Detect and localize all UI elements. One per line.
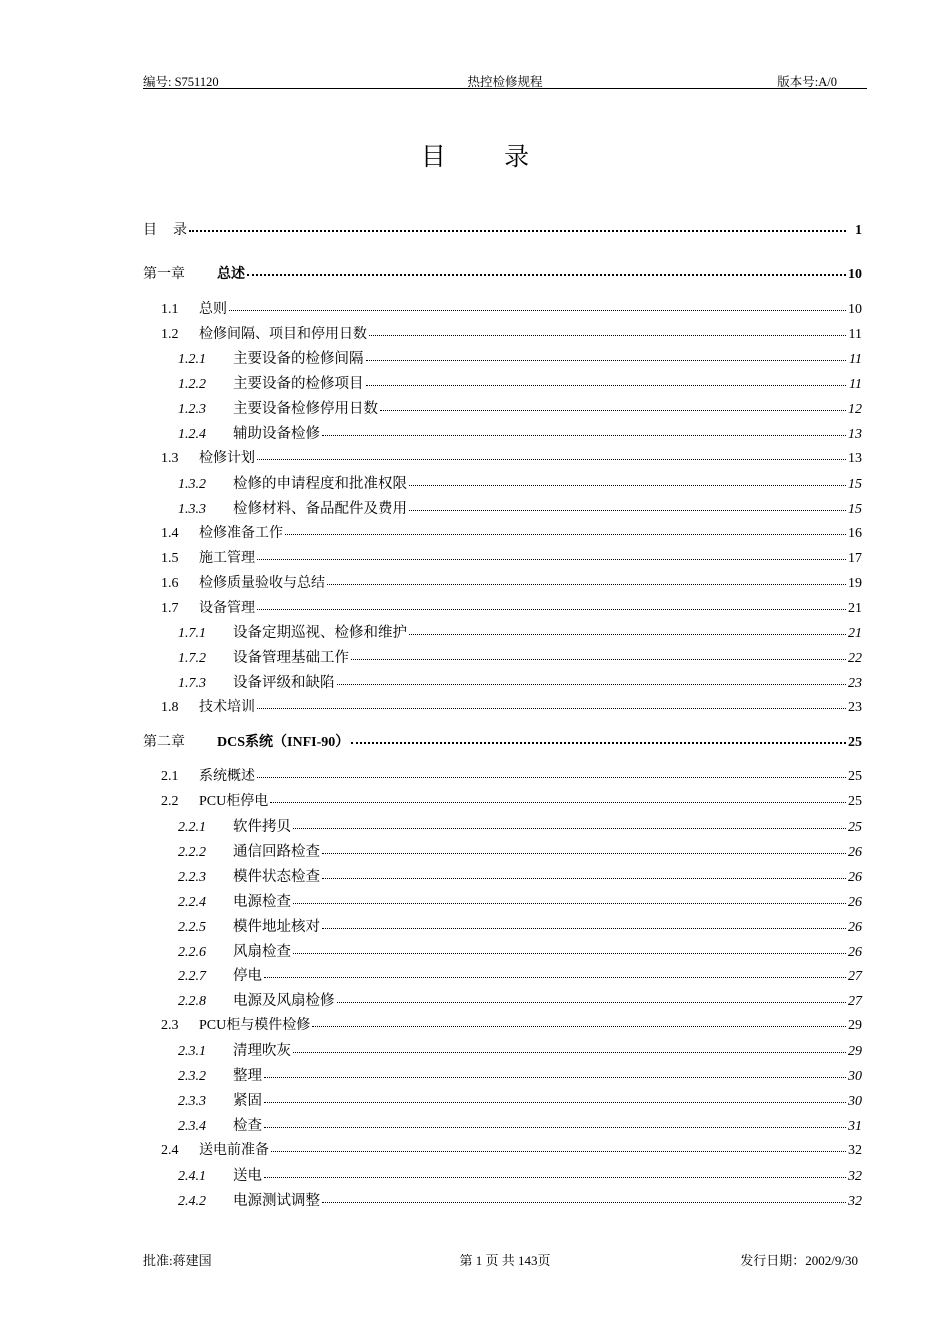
toc-entry-page: 1 [855, 223, 862, 238]
toc-entry-label: 检查 [233, 1118, 262, 1134]
toc-leader-dots [351, 742, 846, 744]
toc-entry-page: 29 [848, 1044, 862, 1059]
toc-leader-dots [257, 559, 846, 560]
toc-entry-page: 13 [848, 451, 862, 466]
toc-entry-number: 第一章 [143, 267, 185, 282]
toc-entry[interactable] [178, 815, 862, 836]
toc-leader-dots [293, 903, 846, 904]
toc-leader-dots [409, 485, 846, 486]
toc-entry-page: 27 [848, 994, 862, 1009]
toc-entry-label: 送电 [233, 1168, 262, 1184]
toc-leader-dots [257, 777, 846, 778]
toc-entry[interactable] [178, 646, 862, 667]
toc-entry-label: 通信回路检查 [233, 844, 320, 860]
toc-entry-label: 录 [173, 223, 187, 238]
toc-entry-page: 30 [848, 1094, 862, 1109]
toc-entry-page: 29 [848, 1018, 862, 1033]
toc-entry-page: 17 [848, 551, 862, 566]
toc-entry[interactable] [178, 422, 862, 443]
toc-entry-number: 2.3.2 [178, 1069, 206, 1084]
toc-entry-number: 1.7.2 [178, 651, 206, 666]
toc-entry-label: DCS系统（INFI-90） [217, 735, 350, 750]
toc-entry-label: 电源测试调整 [233, 1193, 320, 1209]
toc-entry-number: 2.2.8 [178, 994, 206, 1009]
toc-entry-number: 1.7.3 [178, 676, 206, 691]
toc-entry-label: PCU柜与模件检修 [199, 1018, 311, 1033]
toc-entry-page: 13 [848, 427, 862, 442]
toc-entry-page: 11 [849, 352, 862, 367]
toc-entry-number: 2.2.1 [178, 820, 206, 835]
toc-entry-page: 15 [848, 477, 862, 492]
toc-entry-page: 23 [848, 676, 862, 691]
toc-entry[interactable] [178, 840, 862, 861]
toc-leader-dots [293, 828, 846, 829]
toc-entry-page: 26 [848, 895, 862, 910]
toc-entry-number: 第二章 [143, 735, 185, 750]
toc-entry[interactable] [178, 1089, 862, 1110]
toc-leader-dots [322, 1202, 846, 1203]
toc-leader-dots [264, 1102, 846, 1103]
toc-entry[interactable] [178, 940, 862, 961]
page-header [143, 72, 867, 89]
toc-entry-number: 2.3.3 [178, 1094, 206, 1109]
toc-entry[interactable] [178, 497, 862, 518]
toc-entry-page: 25 [848, 735, 862, 750]
toc-entry[interactable] [161, 547, 862, 567]
toc-entry-label: 模件地址核对 [233, 919, 320, 935]
toc-entry[interactable] [161, 447, 862, 467]
toc-entry-number: 2.3.1 [178, 1044, 206, 1059]
toc-leader-dots [322, 853, 846, 854]
toc-entry[interactable] [143, 731, 862, 751]
toc-entry-number: 目 [143, 223, 172, 238]
doc-title: 热控检修规程 [467, 75, 543, 89]
toc-entry-page: 19 [848, 576, 862, 591]
toc-entry-label: 系统概述 [199, 769, 255, 784]
toc-entry-label: 清理吹灰 [233, 1043, 291, 1059]
toc-entry-label: 设备评级和缺陷 [233, 675, 335, 691]
toc-leader-dots [337, 684, 847, 685]
toc-leader-dots [409, 634, 846, 635]
toc-entry-page: 26 [848, 920, 862, 935]
toc-entry-label: 总述 [217, 267, 245, 282]
toc-entry[interactable] [161, 696, 862, 716]
toc-entry-label: 检修材料、备品配件及费用 [233, 501, 407, 517]
toc-entry-number: 2.3.4 [178, 1119, 206, 1134]
page-info: 第 1 页 共 143页 [459, 1253, 551, 1268]
toc-entry-number: 1.6 [161, 576, 179, 591]
toc-entry[interactable] [178, 915, 862, 936]
toc-entry-number: 2.2.6 [178, 945, 206, 960]
toc-entry-label: 电源检查 [233, 894, 291, 910]
page-title: 目 录 [420, 144, 556, 171]
toc-entry-number: 2.2.3 [178, 870, 206, 885]
toc-entry[interactable] [161, 765, 862, 785]
toc-leader-dots [366, 385, 847, 386]
doc-number: 编号: S751120 [143, 75, 219, 89]
toc-entry[interactable] [178, 1164, 862, 1185]
toc-entry-number: 2.2.7 [178, 969, 206, 984]
toc-entry-label: 整理 [233, 1068, 262, 1084]
toc-leader-dots [264, 1077, 846, 1078]
toc-entry-label: 主要设备的检修项目 [233, 376, 364, 392]
toc-entry[interactable] [178, 347, 862, 368]
doc-version: 版本号:A/0 [777, 75, 837, 89]
toc-entry-number: 1.2.3 [178, 402, 206, 417]
toc-leader-dots [270, 802, 846, 803]
toc-leader-dots [264, 977, 846, 978]
toc-entry[interactable] [143, 263, 862, 283]
toc-entry[interactable] [143, 219, 862, 239]
toc-leader-dots [271, 1151, 846, 1152]
toc-entry[interactable] [178, 989, 862, 1010]
toc-entry-page: 11 [848, 327, 862, 342]
toc-entry[interactable] [178, 472, 862, 493]
toc-leader-dots [369, 335, 846, 336]
toc-entry-number: 1.3.3 [178, 502, 206, 517]
toc-entry[interactable] [178, 372, 862, 393]
toc-entry-number: 1.2 [161, 327, 179, 342]
toc-leader-dots [337, 1002, 847, 1003]
toc-entry-number: 2.2.2 [178, 845, 206, 860]
toc-entry-page: 31 [848, 1119, 862, 1134]
toc-entry-number: 1.5 [161, 551, 179, 566]
toc-entry-label: 检修准备工作 [199, 526, 283, 541]
toc-entry-page: 23 [848, 700, 862, 715]
toc-entry-number: 1.2.4 [178, 427, 206, 442]
toc-leader-dots [189, 230, 846, 232]
toc-entry-page: 10 [848, 302, 862, 317]
toc-entry-label: 辅助设备检修 [233, 426, 320, 442]
toc-entry-number: 2.4.2 [178, 1194, 206, 1209]
toc-leader-dots [327, 584, 846, 585]
toc-entry-label: 检修计划 [199, 451, 255, 466]
toc-entry-page: 11 [849, 377, 862, 392]
toc-entry-label: PCU柜停电 [199, 794, 269, 809]
toc-entry-page: 21 [848, 601, 862, 616]
toc-leader-dots [322, 435, 846, 436]
toc-leader-dots [312, 1026, 846, 1027]
toc-entry-label: 停电 [233, 968, 262, 984]
toc-entry-number: 1.8 [161, 700, 179, 715]
toc-entry-number: 2.4 [161, 1143, 179, 1158]
toc-leader-dots [285, 534, 846, 535]
toc-entry-page: 22 [848, 651, 862, 666]
toc-leader-dots [257, 459, 846, 460]
toc-entry[interactable] [178, 1039, 862, 1060]
toc-leader-dots [409, 510, 846, 511]
toc-entry-label: 风扇检查 [233, 944, 291, 960]
toc-entry-label: 设备管理基础工作 [233, 650, 349, 666]
toc-entry-page: 30 [848, 1069, 862, 1084]
toc-entry-page: 10 [848, 267, 862, 282]
toc-leader-dots [264, 1177, 846, 1178]
approver: 批准:蒋建国 [143, 1253, 212, 1268]
toc-entry-label: 设备管理 [199, 601, 255, 616]
toc-entry-page: 32 [848, 1143, 862, 1158]
toc-entry-label: 送电前准备 [199, 1143, 269, 1158]
toc-leader-dots [293, 953, 846, 954]
toc-entry[interactable] [178, 1189, 862, 1210]
toc-leader-dots [257, 708, 846, 709]
toc-entry-label: 设备定期巡视、检修和维护 [233, 625, 407, 641]
toc-entry-label: 电源及风扇检修 [233, 993, 335, 1009]
toc-entry-page: 15 [848, 502, 862, 517]
toc-entry[interactable] [178, 1064, 862, 1085]
toc-entry-number: 1.2.2 [178, 377, 206, 392]
toc-entry-page: 16 [848, 526, 862, 541]
toc-entry-page: 26 [848, 870, 862, 885]
toc-entry-label: 检修质量验收与总结 [199, 576, 325, 591]
toc-entry-number: 2.3 [161, 1018, 179, 1033]
toc-entry-label: 总则 [199, 302, 227, 317]
toc-entry[interactable] [161, 298, 862, 318]
page-footer [143, 1250, 867, 1266]
toc-entry-page: 26 [848, 945, 862, 960]
toc-entry-page: 25 [848, 794, 862, 809]
toc-entry[interactable] [178, 865, 862, 886]
toc-entry[interactable] [178, 671, 862, 692]
toc-entry[interactable] [161, 323, 862, 343]
toc-entry-label: 施工管理 [199, 551, 255, 566]
toc-entry[interactable] [161, 1139, 862, 1159]
toc-entry-number: 1.7.1 [178, 626, 206, 641]
toc-entry[interactable] [178, 1114, 862, 1135]
toc-entry[interactable] [178, 621, 862, 642]
toc-entry[interactable] [161, 522, 862, 542]
toc-entry[interactable] [161, 572, 862, 592]
toc-leader-dots [366, 360, 847, 361]
toc-entry-page: 27 [848, 969, 862, 984]
toc-entry[interactable] [161, 1014, 862, 1034]
toc-leader-dots [351, 659, 846, 660]
toc-entry-number: 2.2.4 [178, 895, 206, 910]
toc-leader-dots [229, 310, 846, 311]
toc-entry-page: 12 [848, 402, 862, 417]
toc-entry-number: 1.4 [161, 526, 179, 541]
toc-entry-number: 2.1 [161, 769, 179, 784]
toc-entry-number: 1.3.2 [178, 477, 206, 492]
toc-entry-page: 32 [848, 1194, 862, 1209]
toc-entry[interactable] [161, 597, 862, 617]
toc-entry-page: 26 [848, 845, 862, 860]
toc-entry-label: 软件拷贝 [233, 819, 291, 835]
toc-leader-dots [380, 410, 846, 411]
toc-entry-label: 主要设备检修停用日数 [233, 401, 378, 417]
toc-entry-label: 主要设备的检修间隔 [233, 351, 364, 367]
toc-leader-dots [257, 609, 846, 610]
toc-entry-page: 25 [848, 820, 862, 835]
toc-entry-number: 2.4.1 [178, 1169, 206, 1184]
toc-entry-number: 1.3 [161, 451, 179, 466]
toc-leader-dots [247, 274, 846, 276]
toc-leader-dots [264, 1127, 846, 1128]
toc-entry-page: 25 [848, 769, 862, 784]
toc-entry-label: 模件状态检查 [233, 869, 320, 885]
toc-leader-dots [293, 1052, 846, 1053]
toc-entry[interactable] [178, 397, 862, 418]
toc-entry-number: 1.1 [161, 302, 179, 317]
toc-entry[interactable] [178, 964, 862, 985]
toc-leader-dots [322, 928, 846, 929]
toc-entry-page: 32 [848, 1169, 862, 1184]
toc-entry[interactable] [178, 890, 862, 911]
issue-date: 发行日期：2002/9/30 [740, 1253, 858, 1268]
toc-entry-number: 1.2.1 [178, 352, 206, 367]
toc-entry-label: 紧固 [233, 1093, 262, 1109]
toc-entry-number: 2.2 [161, 794, 179, 809]
toc-entry-number: 1.7 [161, 601, 179, 616]
toc-entry[interactable] [161, 790, 862, 810]
toc-entry-label: 技术培训 [199, 700, 255, 715]
toc-entry-label: 检修间隔、项目和停用日数 [199, 327, 367, 342]
toc-leader-dots [322, 878, 846, 879]
toc-entry-number: 2.2.5 [178, 920, 206, 935]
toc-entry-page: 21 [848, 626, 862, 641]
toc-entry-label: 检修的申请程度和批准权限 [233, 476, 407, 492]
